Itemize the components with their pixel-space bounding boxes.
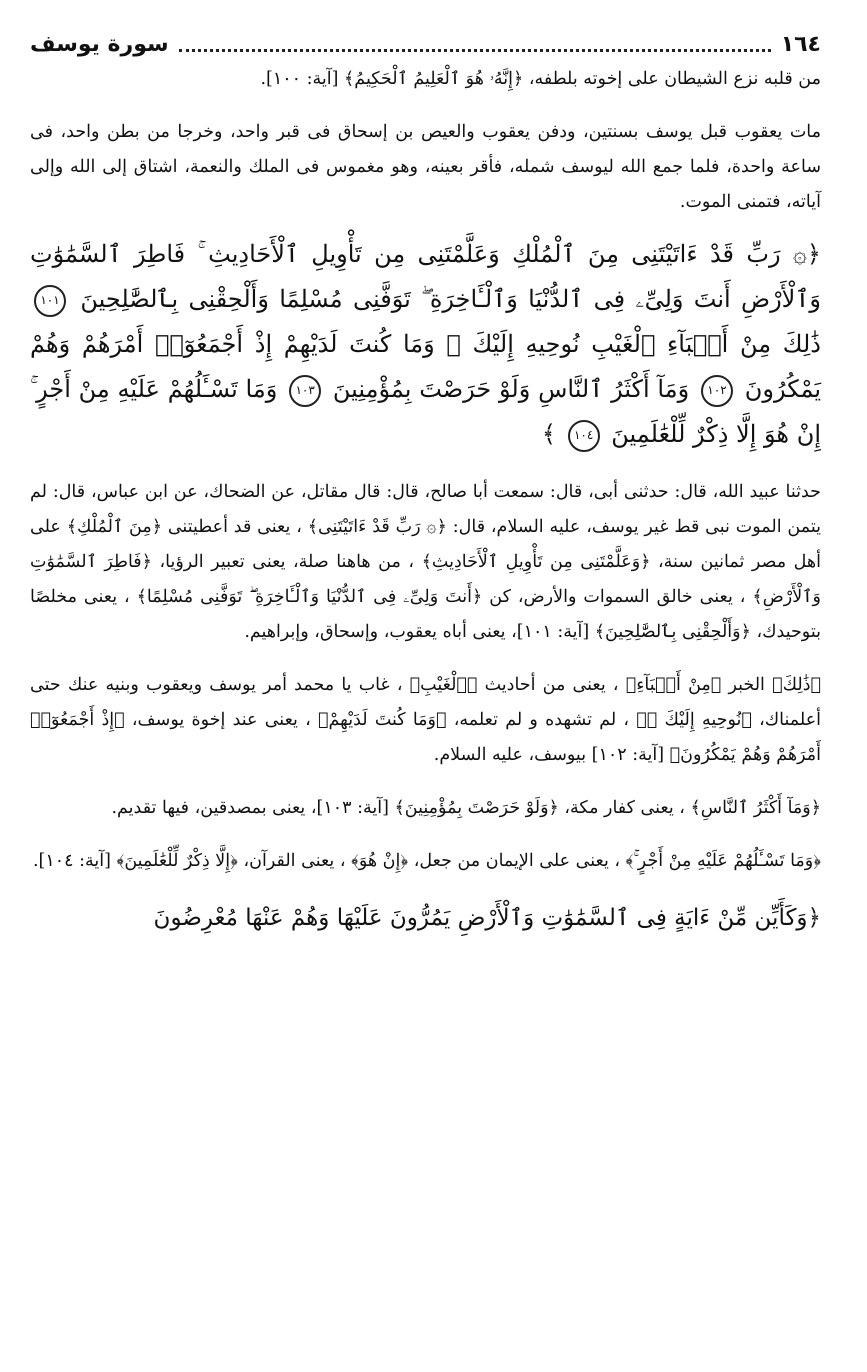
quran-verses-block: [30, 232, 821, 457]
p5-quote-2: ﴿وَلَوْ حَرَصْتَ بِمُؤْمِنِينَ﴾: [394, 798, 559, 818]
verse-104: وَمَا تَسْـَٔلُهُمْ عَلَيْهِ مِنْ أَجْرٍ ۚ إِنْ هُوَ إِلَّا ذِكْرٌ لِّلْعَٰلَمِينَ: [30, 375, 821, 448]
p3-quote-1: ﴿۞ رَبِّ قَدْ ءَاتَيْتَنِى﴾: [307, 517, 447, 537]
p1-text: من قلبه نزع الشيطان على إخوته بلطفه،: [528, 69, 821, 89]
p3-quote-6: ﴿وَأَلْحِقْنِى بِٱلصَّٰلِحِينَ﴾: [594, 622, 751, 642]
verse-close-bracket: ﴾: [541, 420, 556, 448]
p3-quote-5: ﴿أَنتَ وَلِىِّۦ فِى ٱلدُّنْيَا وَٱلْـَٔاخِرَةِ ۖ تَوَفَّنِى مُسْلِمًا﴾: [136, 587, 483, 607]
p4-quote-6: ﴿إِذْ أَجْمَعُوٓا۟ أَمْرَهُمْ وَهُمْ يَمْكُرُونَ﴾: [30, 710, 821, 765]
page-number: ١٦٤: [780, 31, 821, 57]
paragraph-3: [30, 475, 821, 650]
verse-103: وَمَآ أَكْثَرُ ٱلنَّاسِ وَلَوْ حَرَصْتَ بِمُؤْمِنِينَ: [332, 375, 690, 403]
p4-e: ، يعنى عند إخوة يوسف،: [131, 710, 311, 730]
p4-quote-3: ﴿ٱلْغَيْبِ﴾: [409, 675, 478, 695]
p6-quote-1: ﴿وَمَا تَسْـَٔلُهُمْ عَلَيْهِ مِنْ أَجْرٍ ۚ﴾: [625, 851, 821, 871]
p1-quran-quote: ﴿إِنَّهُۥ هُوَ ٱلْعَلِيمُ ٱلْحَكِيمُ﴾: [344, 69, 524, 89]
p6-a: ، يعنى على الإيمان من جعل،: [413, 851, 621, 871]
paragraph-6: [30, 844, 821, 879]
p6-c: [آية: ١٠٤].: [32, 851, 111, 871]
paragraph-4: [30, 668, 821, 773]
p3-f: ، يعنى مخلصًا بتوحيدك،: [30, 587, 821, 642]
paragraph-5: [30, 791, 821, 826]
p3-quote-3: ﴿وَعَلَّمْتَنِى مِن تَأْوِيلِ ٱلْأَحَادِيثِ﴾: [421, 552, 651, 572]
p4-quote-5: ﴿وَمَا كُنتَ لَدَيْهِمْ﴾: [318, 710, 447, 730]
p3-b: ، يعنى قد أعطيتنى: [167, 517, 302, 537]
verse-number-103: ١٠٣: [289, 375, 321, 407]
verse-number-101: ١٠١: [34, 285, 66, 317]
quran-verse-105-line: ﴿وَكَأَيِّن مِّنْ ءَايَةٍ فِى ٱلسَّمَٰوَٰتِ وَٱلْأَرْضِ يَمُرُّونَ عَلَيْهَا وَهُمْ عَنْهَا مُعْرِضُونَ: [153, 905, 821, 931]
p5-b: [آية: ١٠٣]، يعنى بمصدقين، فيها تقديم.: [111, 798, 389, 818]
p5-a: ، يعنى كفار مكة،: [564, 798, 685, 818]
p5-quote-1: ﴿وَمَآ أَكْثَرُ ٱلنَّاسِ﴾: [690, 798, 821, 818]
p6-b: ، يعنى القرآن،: [243, 851, 346, 871]
p3-d: ، من هاهنا صلة، يعنى تعبير الرؤيا،: [159, 552, 415, 572]
verse-number-104: ١٠٤: [568, 420, 600, 452]
p4-f: [آية: ١٠٢] بيوسف، عليه السلام.: [433, 745, 665, 765]
paragraph-1: [30, 62, 821, 97]
p6-quote-2: ﴿إِنْ هُوَ﴾: [351, 851, 409, 871]
p6-quote-3: ﴿إِلَّا ذِكْرٌ لِّلْعَٰلَمِينَ﴾: [116, 851, 238, 871]
surah-title: سورة يوسف: [30, 31, 169, 57]
p4-quote-1: ﴿ذَٰلِكَ﴾: [772, 675, 821, 695]
p3-g: [آية: ١٠١]، يعنى أباه يعقوب، وإسحاق، وإبراهيم.: [244, 622, 590, 642]
p4-a: الخبر: [728, 675, 765, 695]
verse-101: ﴿۞ رَبِّ قَدْ ءَاتَيْتَنِى مِنَ ٱلْمُلْكِ وَعَلَّمْتَنِى مِن تَأْوِيلِ ٱلْأَحَادِيثِ ۚ فَاطِرَ ٱلسَّمَٰوَٰتِ وَٱلْأَرْضِ أَنتَ وَلِىِّۦ فِى ٱلدُّنْيَا وَٱلْـَٔاخِرَةِ ۖ تَوَفَّنِى مُسْلِمًا وَأَلْحِقْنِى بِٱلصَّٰلِحِينَ: [30, 240, 821, 313]
p3-c: على أهل مصر ثمانين سنة،: [30, 517, 821, 572]
p3-quote-2: ﴿مِنَ ٱلْمُلْكِ﴾: [66, 517, 162, 537]
verse-102: ذَٰلِكَ مِنْ أَنۢبَآءِ ٱلْغَيْبِ نُوحِيهِ إِلَيْكَ ۖ وَمَا كُنتَ لَدَيْهِمْ إِذْ أَجْمَعُوٓا۟ أَمْرَهُمْ وَهُمْ يَمْكُرُونَ: [30, 330, 822, 403]
p4-b: ، يعنى من أحاديث: [484, 675, 619, 695]
book-page: [30, 26, 821, 1362]
p3-a: حدثنا عبيد الله، قال: حدثنى أبى، قال: سمعت أبا صالح، قال: قال مقاتل، عن الضحاك، عن ابن عباس، قال: لم يتمن الموت نبى قط غير يوسف، عليه السلام، قال:: [30, 482, 822, 537]
p3-e: ، يعنى خالق السموات والأرض، كن: [489, 587, 746, 607]
p3-quote-4: ﴿فَاطِرَ ٱلسَّمَٰوَٰتِ وَٱلْأَرْضِ﴾: [30, 552, 821, 607]
header-leader-dots: [179, 37, 771, 52]
verse-number-102: ١٠٢: [701, 375, 733, 407]
paragraph-2: مات يعقوب قبل يوسف بسنتين، ودفن يعقوب والعيص بن إسحاق فى قبر واحد، وخرجا من بطن واحد، فى ساعة واحدة، فلما جمع الله ليوسف شمله، فأقر بعينه، وهو مغموس فى الملك والنعمة، اشتاق إلى الله وإلى آياته، فتمنى الموت.: [30, 122, 821, 212]
p4-quote-4: ﴿نُوحِيهِ إِلَيْكَ ۖ﴾: [636, 710, 752, 730]
p4-c: ، غاب يا محمد أمر يوسف ويعقوب وبنيه عنك حتى أعلمناك،: [30, 675, 821, 730]
running-header: [30, 26, 821, 62]
p1-ref: [آية: ١٠٠].: [260, 69, 339, 89]
p4-d: ، لم تشهده و لم تعلمه،: [453, 710, 630, 730]
p4-quote-2: ﴿مِنْ أَنۢبَآءِ﴾: [625, 675, 722, 695]
